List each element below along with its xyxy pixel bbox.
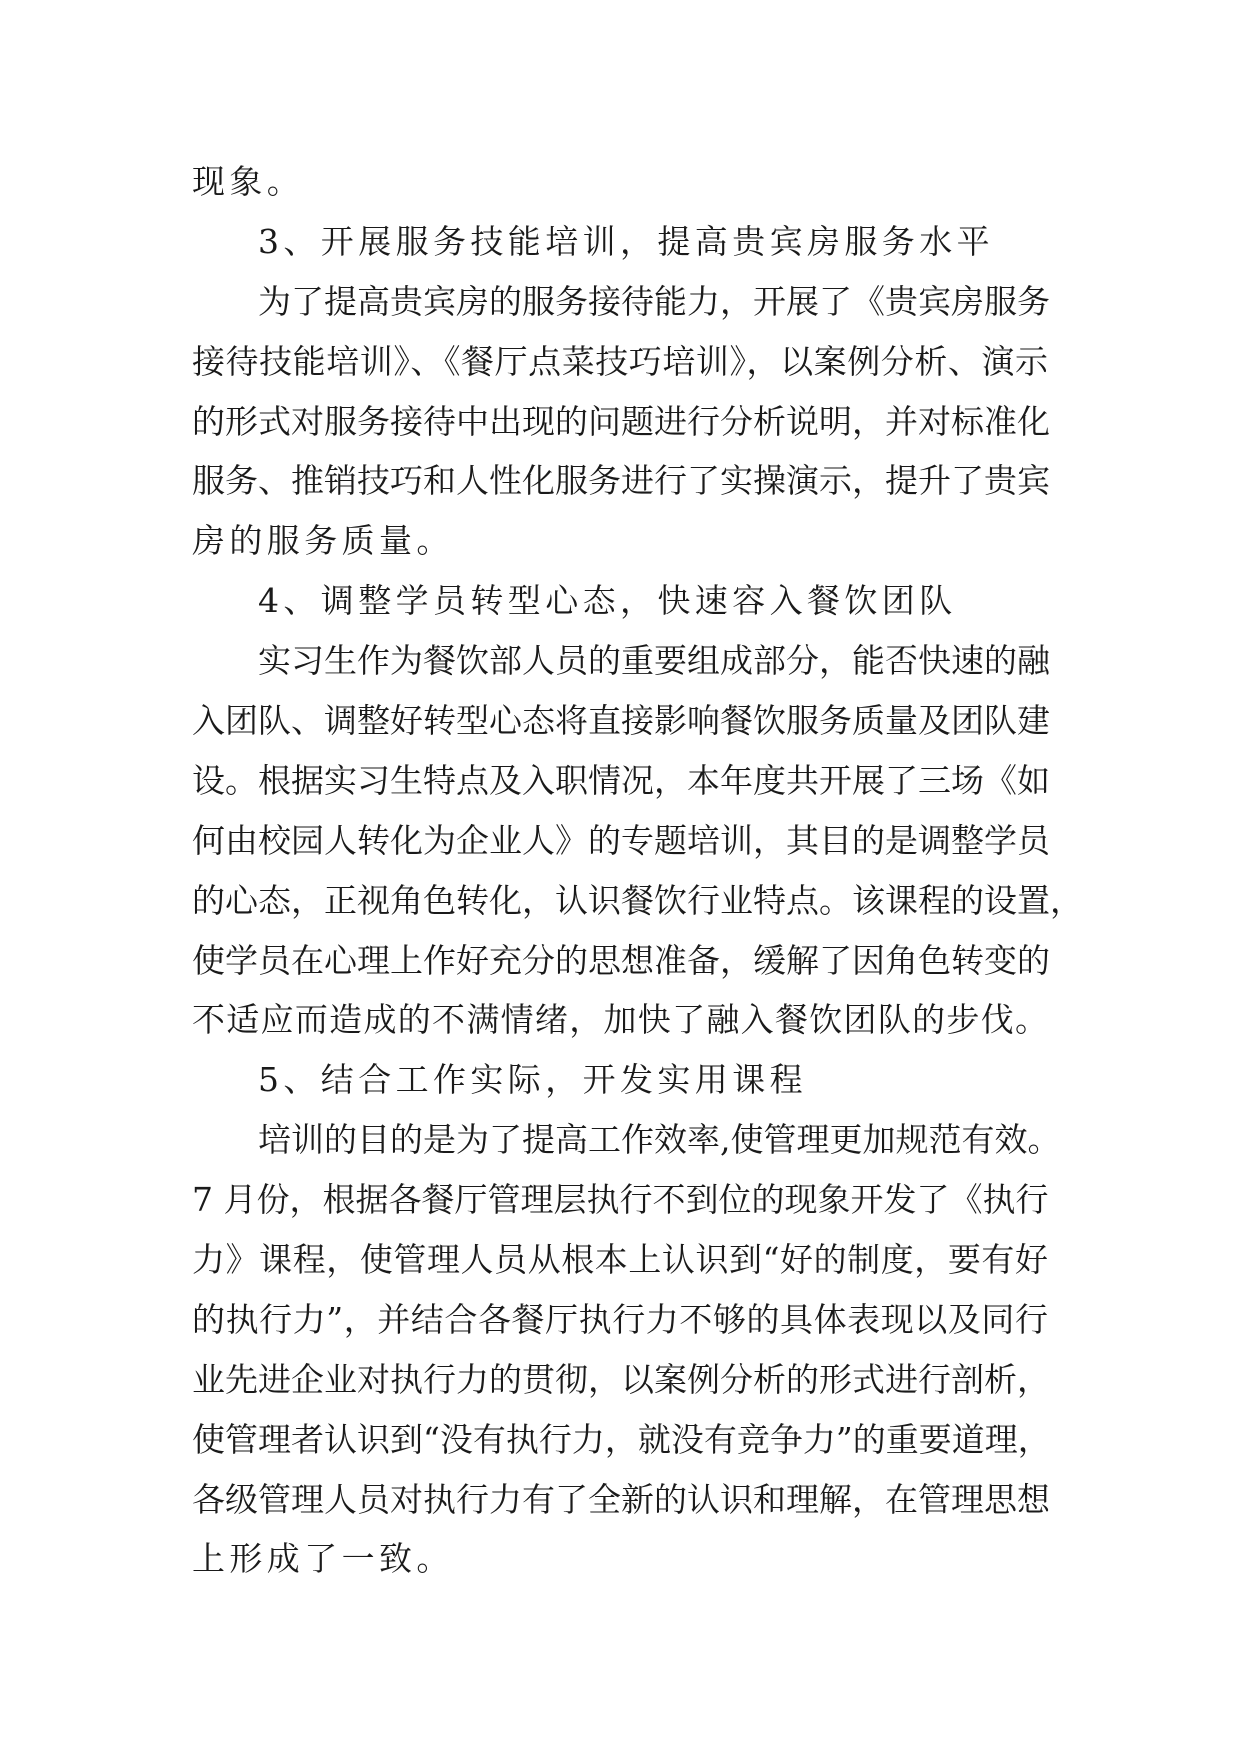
document-body	[192, 152, 1083, 1589]
text-line: 使管理者认识到“没有执行力，就没有竞争力”的重要道理，	[192, 1419, 1051, 1459]
text-line: 业先进企业对执行力的贯彻，以案例分析的形式进行剖析，	[192, 1359, 1050, 1399]
text-line: 不适应而造成的不满情绪，加快了融入餐饮团队的步伐。	[192, 1000, 1048, 1040]
text-line: 各级管理人员对执行力有了全新的认识和理解，在管理思想	[192, 1479, 1050, 1519]
text-line: 的形式对服务接待中出现的问题进行分析说明，并对标准化	[192, 401, 1050, 441]
text-line: 设。根据实习生特点及入职情况，本年度共开展了三场《如	[192, 760, 1050, 800]
text-line: 力》课程，使管理人员从根本上认识到“好的制度，要有好	[192, 1240, 1048, 1280]
text-line: 现象。	[192, 162, 305, 201]
text-line: 4、调整学员转型心态，快速容入餐饮团队	[258, 581, 957, 621]
text-line: 接待技能培训》、《餐厅点菜技巧培训》，以案例分析、演示	[192, 341, 1048, 381]
text-line: 何由校园人转化为企业人》的专题培训，其目的是调整学员	[192, 820, 1050, 860]
text-line: 培训的目的是为了提高工作效率,使管理更加规范有效。	[258, 1120, 1061, 1160]
text-line: 入团队、调整好转型心态将直接影响餐饮服务质量及团队建	[192, 701, 1050, 741]
text-line: 的心态，正视角色转化，认识餐饮行业特点。该课程的设置，	[192, 880, 1083, 920]
text-line: 房的服务质量。	[192, 521, 454, 561]
text-line: 实习生作为餐饮部人员的重要组成部分，能否快速的融	[258, 641, 1050, 681]
text-line: 7 月份，根据各餐厅管理层执行不到位的现象开发了《执行	[192, 1180, 1049, 1220]
text-line: 的执行力”，并结合各餐厅执行力不够的具体表现以及同行	[192, 1299, 1048, 1339]
text-line: 5、结合工作实际，开发实用课程	[258, 1060, 807, 1100]
text-line: 为了提高贵宾房的服务接待能力，开展了《贵宾房服务	[258, 281, 1050, 321]
text-line: 上形成了一致。	[192, 1539, 454, 1579]
text-line: 使学员在心理上作好充分的思想准备，缓解了因角色转变的	[192, 940, 1050, 980]
text-line: 3、开展服务技能培训，提高贵宾房服务水平	[258, 221, 994, 261]
text-line: 服务、推销技巧和人性化服务进行了实操演示，提升了贵宾	[192, 461, 1050, 501]
